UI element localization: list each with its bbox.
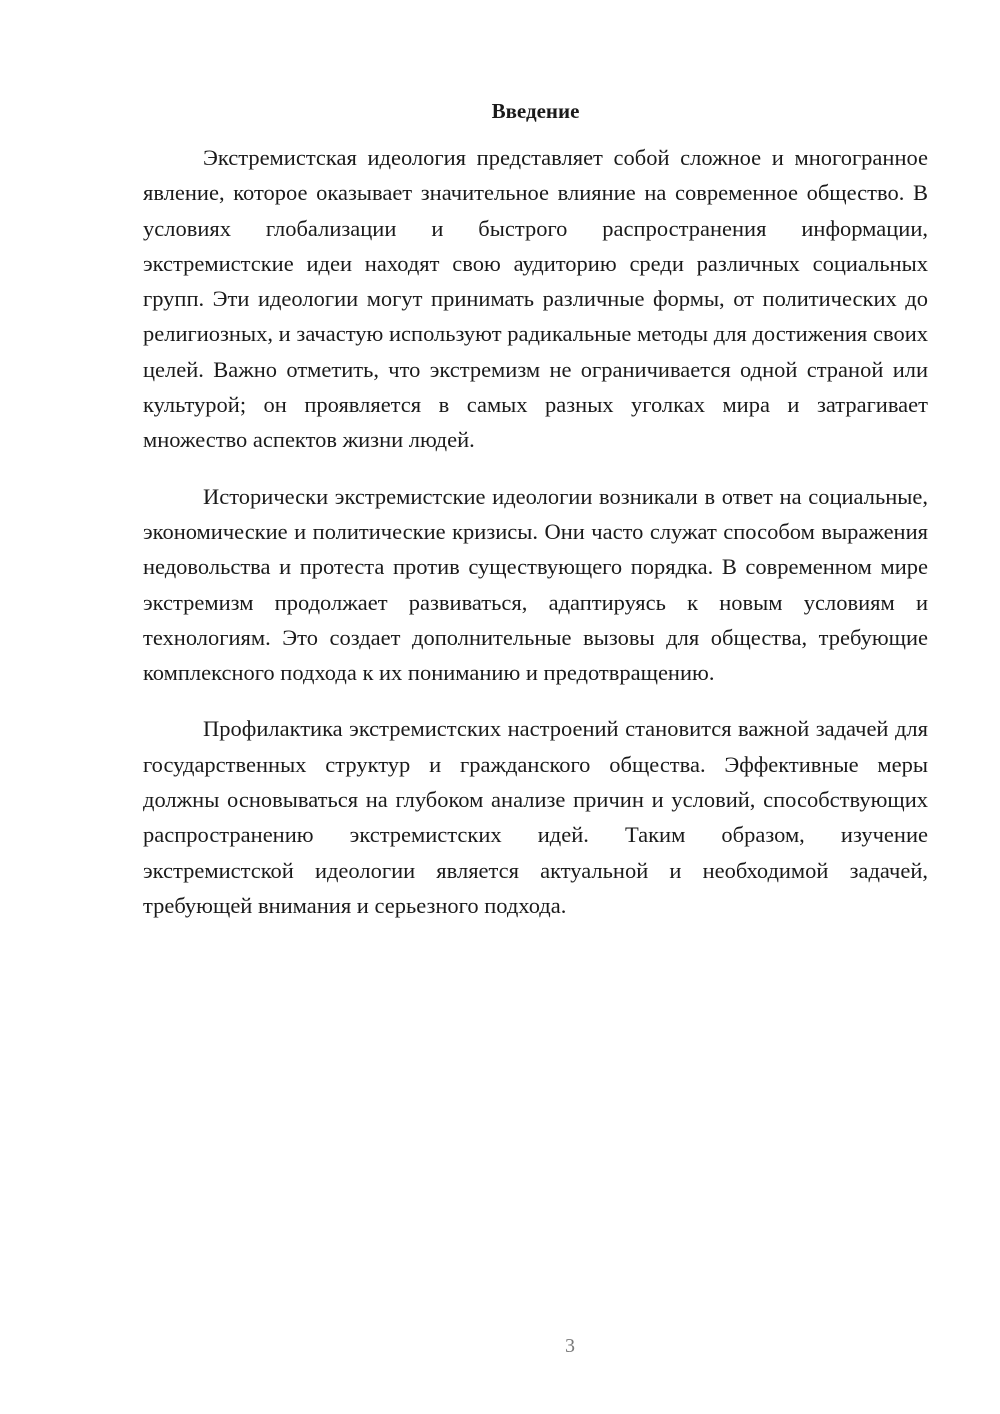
page-number: 3 bbox=[565, 1335, 575, 1357]
paragraph-2: Исторически экстремистские идеологии возникали в ответ на социальные, экономические и политические кризисы. Они часто служат способом выражения недовольства и протеста против существующего порядка. В современном мире экстремизм продолжает развиваться, адаптируясь к новым условиям и технологиям. Это создает дополнительные вызовы для общества, требующие комплексного подхода к их пониманию и предотвращению. bbox=[143, 483, 928, 686]
document-body bbox=[143, 140, 928, 944]
paragraph-1: Экстремистская идеология представляет собой сложное и многогранное явление, которое оказывает значительное влияние на современное общество. В условиях глобализации и быстрого распространения информации, экстремистские идеи находят свою аудиторию среди различных социальных групп. Эти идеологии могут принимать различные формы, от политических до религиозных, и зачастую используют радикальные методы для достижения своих целей. Важно отметить, что экстремизм не ограничивается одной страной или культурой; он проявляется в самых разных уголках мира и затрагивает множество аспектов жизни людей. bbox=[143, 145, 928, 453]
section-heading: Введение bbox=[491, 99, 580, 123]
paragraph-3: Профилактика экстремистских настроений становится важной задачей для государственных структур и гражданского общества. Эффективные меры должны основываться на глубоком анализе причин и условий, способствующих распространению экстремистских идей. Таким образом, изучение экстремистской идеологии является актуальной и необходимой задачей, требующей внимания и серьезного подхода. bbox=[143, 716, 928, 918]
